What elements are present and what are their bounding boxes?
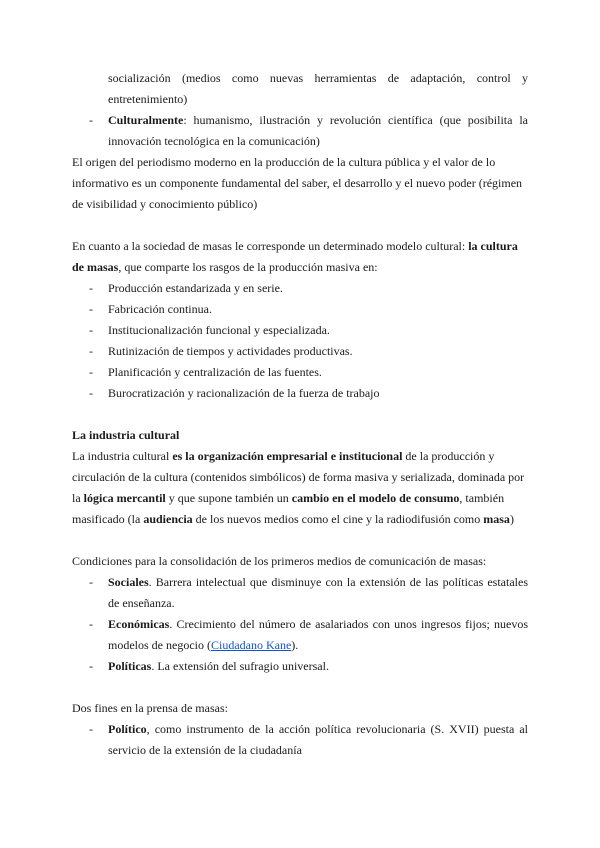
- bold-term: audiencia: [143, 512, 193, 526]
- list-item: [72, 383, 528, 404]
- bold-term: Culturalmente: [108, 113, 184, 127]
- bold-term: Económicas: [108, 617, 170, 631]
- list-item-text: , como instrumento de la acción política revolucionaria (S. XVII) puesta al servicio de la extensión de la ciudadanía: [108, 722, 528, 757]
- text-span: de la producción y circulación de la cultura (contenidos simbólicos) de forma masiva y serializada, dominada por la: [72, 449, 525, 505]
- bold-term: Sociales: [108, 575, 149, 589]
- list-item-text: Planificación y centralización de las fuentes.: [108, 365, 322, 379]
- list-item-politico: [72, 719, 528, 761]
- cultural-industry-paragraph: [72, 446, 528, 530]
- list-item-text: Rutinización de tiempos y actividades productivas.: [108, 344, 353, 358]
- list-item-culturalmente: [72, 110, 528, 152]
- list-item: [72, 299, 528, 320]
- cultural-list: [72, 110, 528, 152]
- dash-bullet: -: [89, 365, 93, 379]
- aims-intro: Dos fines en la prensa de masas:: [72, 701, 228, 715]
- text-span: , también masificado (la: [72, 491, 505, 526]
- mass-production-list: [72, 278, 528, 404]
- dash-bullet: -: [89, 722, 93, 736]
- bold-term: Político: [108, 722, 147, 736]
- dash-bullet: -: [89, 281, 93, 295]
- origin-paragraph: El origen del periodismo moderno en la producción de la cultura pública y el valor de lo informativo es un componente fundamental del saber, el desarrollo y el nuevo poder (régimen de visibilidad y conocimiento público): [72, 155, 523, 211]
- list-item: [72, 278, 528, 299]
- text-span: y que supone también un: [165, 491, 292, 505]
- dash-bullet: -: [89, 344, 93, 358]
- mass-society-intro: [72, 236, 528, 278]
- dash-bullet: -: [89, 302, 93, 316]
- list-item-text: Fabricación continua.: [108, 302, 212, 316]
- list-item-economicas: [72, 614, 528, 656]
- aims-list: [72, 719, 528, 761]
- list-item: [72, 320, 528, 341]
- text-span: En cuanto a la sociedad de masas le corresponde un determinado modelo cultural:: [72, 239, 469, 253]
- dash-bullet: -: [89, 386, 93, 400]
- list-item-text: Burocratización y racionalización de la fuerza de trabajo: [108, 386, 380, 400]
- dash-bullet: -: [89, 659, 93, 673]
- list-item-text: : humanismo, ilustración y revolución científica (que posibilita la innovación tecnológica en la comunicación): [108, 113, 528, 148]
- text-span: La industria cultural: [72, 449, 173, 463]
- list-item-text: . La extensión del sufragio universal.: [151, 659, 329, 673]
- dash-bullet: -: [89, 323, 93, 337]
- ciudadano-kane-link[interactable]: Ciudadano Kane: [210, 638, 292, 652]
- bold-term: masa: [483, 512, 510, 526]
- list-item: [72, 362, 528, 383]
- document-page: [72, 68, 528, 761]
- list-item-text: . Crecimiento del número de asalariados con unos ingresos fijos; nuevos modelos de negocio (: [108, 617, 528, 652]
- conditions-intro: Condiciones para la consolidación de los primeros medios de comunicación de masas:: [72, 554, 487, 568]
- bold-term: Políticas: [108, 659, 152, 673]
- list-item-politicas: [72, 656, 528, 677]
- list-item-text: Institucionalización funcional y especializada.: [108, 323, 330, 337]
- text-span: ): [509, 512, 514, 526]
- conditions-list: [72, 572, 528, 677]
- bold-term: lógica mercantil: [83, 491, 166, 505]
- bold-term: es la organización empresarial e institucional: [172, 449, 403, 463]
- bold-term: la cultura de masas: [72, 239, 518, 274]
- list-item-continuation-end: entretenimiento): [108, 92, 188, 106]
- text-span: , que comparte los rasgos de la producción masiva en:: [118, 260, 378, 274]
- text-span: ).: [291, 638, 299, 652]
- bold-term: cambio en el modelo de consumo: [291, 491, 460, 505]
- list-item-text: Producción estandarizada y en serie.: [108, 281, 283, 295]
- dash-bullet: -: [89, 113, 93, 127]
- dash-bullet: -: [89, 575, 93, 589]
- list-item-text: . Barrera intelectual que disminuye con la extensión de las políticas estatales de enseñanza.: [108, 575, 528, 610]
- text-span: de los nuevos medios como el cine y la radiodifusión como: [192, 512, 484, 526]
- dash-bullet: -: [89, 617, 93, 631]
- section-heading: La industria cultural: [72, 428, 180, 442]
- list-item: [72, 341, 528, 362]
- list-item-sociales: [72, 572, 528, 614]
- list-item-continuation: socialización (medios como nuevas herramientas de adaptación, control y: [108, 71, 528, 85]
